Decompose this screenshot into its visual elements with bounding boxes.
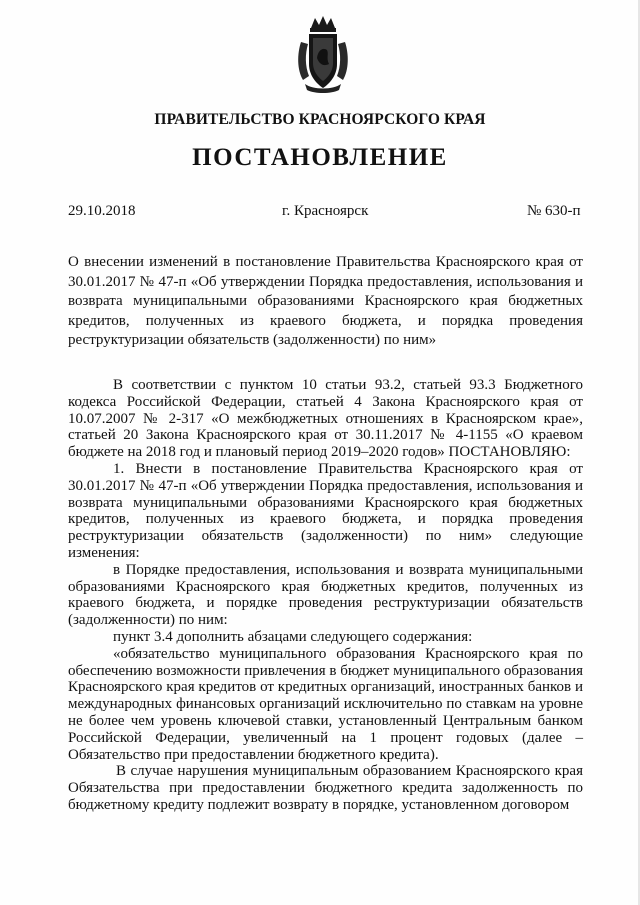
document-number: № 630-п — [527, 203, 581, 219]
document-subject: О внесении изменений в постановление Правительства Красноярского края от 30.01.2017 № 47-п «Об утверждении Порядка предоставления, использования и возврата муниципальными образованиями Красноярского края бюджетных кредитов, полученных из краевого бюджета, и порядка проведения реструктуризации обязательств (задолженности) по ним» — [68, 254, 583, 348]
document-city: г. Красноярск — [282, 203, 369, 219]
document-date: 29.10.2018 — [68, 203, 136, 219]
preamble-paragraph: В соответствии с пунктом 10 статьи 93.2, статьей 93.3 Бюджетного кодекса Российской Федерации, статьей 4 Закона Красноярского края от 10.07.2007 № 2-317 «О межбюджетных отношениях в Красноярском крае», статьей 20 Закона Красноярского края от 30.11.2017 № 4-1155 «О краевом бюджете на 2018 год и плановый период 2019–2020 годов» ПОСТАНОВЛЯЮ: — [68, 377, 583, 461]
item-3-4-paragraph: пункт 3.4 дополнить абзацами следующего содержания: — [113, 628, 473, 645]
document-body — [68, 377, 583, 814]
government-heading: ПРАВИТЕЛЬСТВО КРАСНОЯРСКОГО КРАЯ — [154, 111, 486, 128]
document-title: ПОСТАНОВЛЕНИЕ — [192, 144, 448, 171]
violation-paragraph: В случае нарушения муниципальным образованием Красноярского края Обязательства при предоставлении бюджетного кредита задолженность по бюджетному кредиту подлежит возврату в порядке, установленном договором — [68, 763, 583, 813]
obligation-paragraph: «обязательство муниципального образования Красноярского края по обеспечению возможности привлечения в бюджет муниципального образования Красноярского края кредитов от кредитных организаций, иностранных банков и международных финансовых организаций исключительно по ставкам на уровне не более чем уровень ключевой ставки, установленный Центральным банком Российской Федерации, увеличенный на 1 процент годовых (далее – Обязательство при предоставлении бюджетного кредита). — [68, 645, 583, 763]
coat-of-arms-icon — [293, 14, 353, 94]
order-section-paragraph: в Порядке предоставления, использования и возврата муниципальными образованиями Красноярского края бюджетных кредитов, полученных из краевого бюджета, и порядке проведения реструктуризации обязательств (задолженности) по ним: — [68, 561, 583, 629]
clause-1-paragraph: 1. Внести в постановление Правительства Красноярского края от 30.01.2017 № 47-п «Об утверждении Порядка предоставления, использования и возврата муниципальными образованиями Красноярского края бюджетных кредитов, полученных из краевого бюджета, и порядка проведения реструктуризации обязательств (задолженности) по ним» следующие изменения: — [68, 460, 583, 561]
